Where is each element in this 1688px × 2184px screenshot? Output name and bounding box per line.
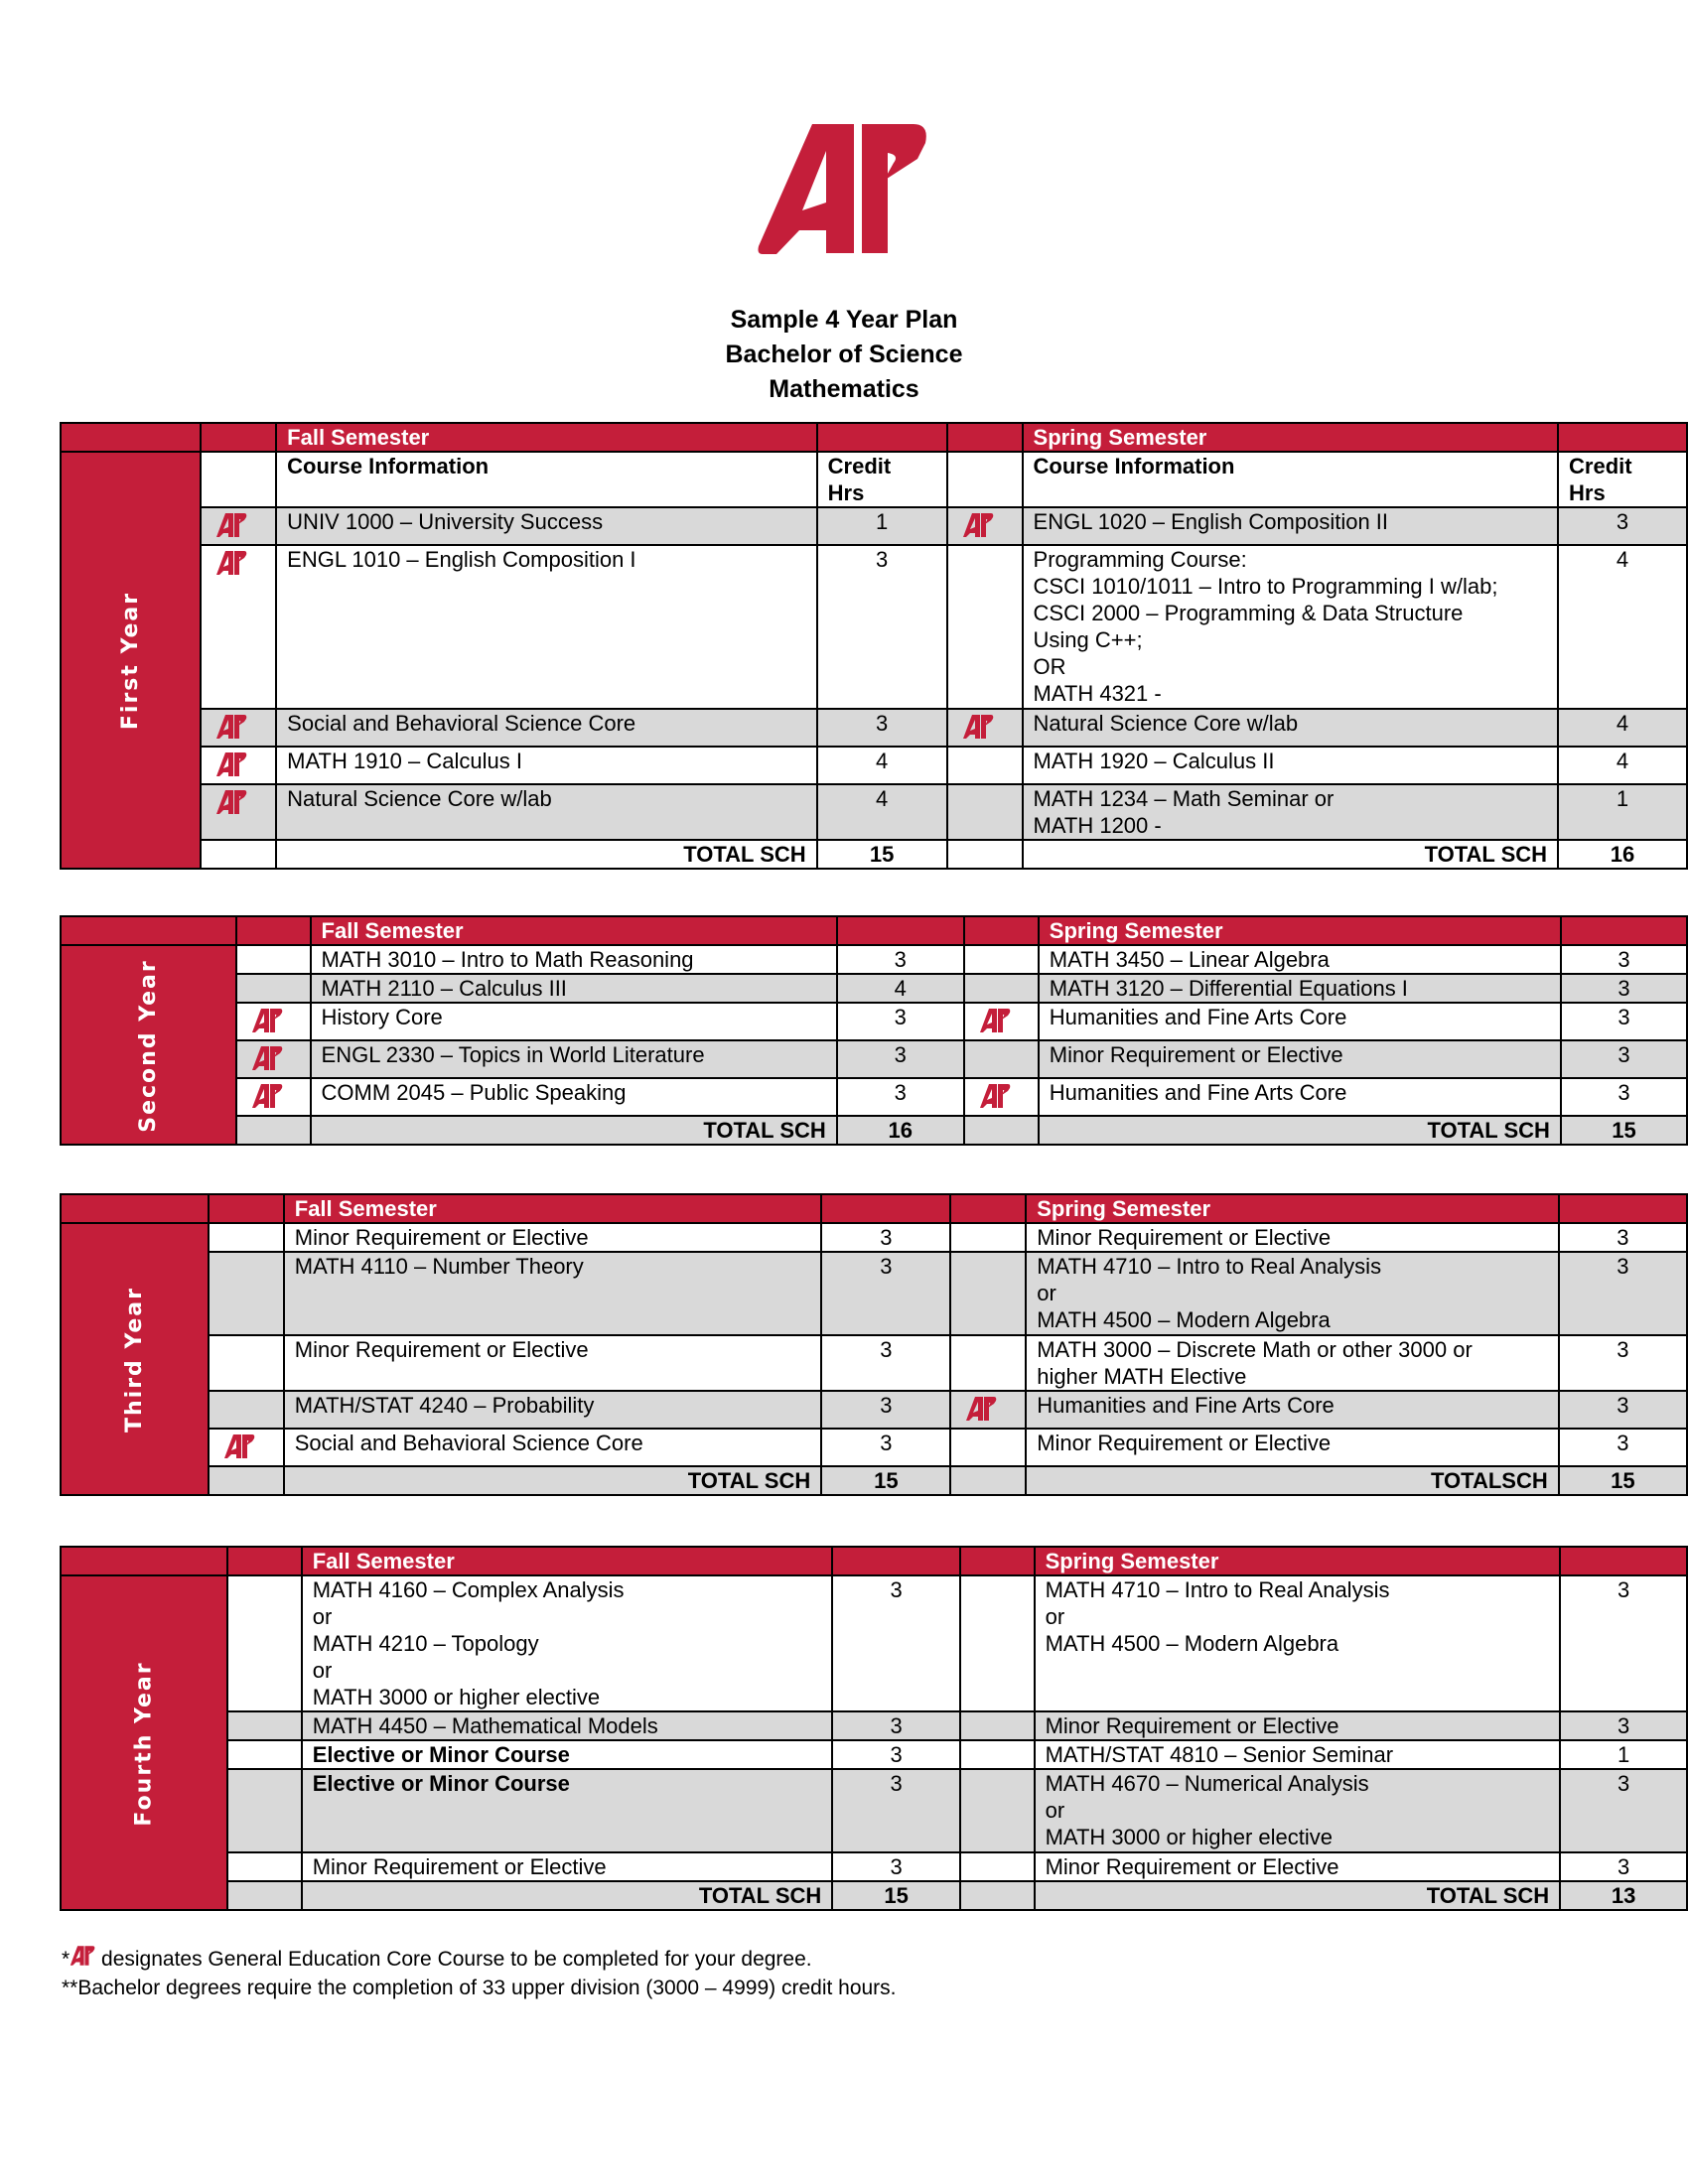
fall-credits: 4 <box>817 747 947 784</box>
course-row <box>61 1575 1687 1711</box>
column-header-row <box>61 452 1687 507</box>
fall-total-value: 15 <box>821 1466 950 1495</box>
spring-course <box>1035 1711 1561 1740</box>
fall-course <box>302 1740 833 1769</box>
document-title <box>0 303 1688 407</box>
spring-total-label: TOTAL SCH <box>1035 1881 1561 1910</box>
course-row <box>61 1335 1687 1391</box>
fall-course <box>276 747 816 784</box>
fall-course <box>302 1711 833 1740</box>
gen-ed-core-icon <box>962 512 994 538</box>
icon-cell <box>236 1116 311 1145</box>
fall-credits: 3 <box>821 1391 950 1429</box>
gen-ed-core-icon <box>962 714 994 740</box>
icon-cell <box>960 1740 1035 1769</box>
gen-ed-core-icon <box>215 714 247 740</box>
course-row <box>61 1391 1687 1429</box>
course-line: Humanities and Fine Arts Core <box>1037 1393 1335 1418</box>
icon-cell <box>227 1852 302 1881</box>
course-line: Minor Requirement or Elective <box>312 1854 607 1879</box>
spring-credits: 4 <box>1558 545 1687 709</box>
fall-credits: 3 <box>832 1769 960 1852</box>
spring-course <box>1035 1740 1561 1769</box>
course-row <box>61 747 1687 784</box>
icon-cell <box>201 840 276 869</box>
icon-cell <box>947 452 1023 507</box>
course-line: MATH 4321 - <box>1033 681 1162 706</box>
spring-course <box>1026 1223 1559 1252</box>
icon-cell <box>201 709 276 747</box>
spring-credits: 1 <box>1558 784 1687 840</box>
fall-course <box>302 1852 833 1881</box>
spring-course <box>1035 1575 1561 1711</box>
course-line: MATH 4450 – Mathematical Models <box>312 1713 658 1738</box>
course-row <box>61 1429 1687 1466</box>
icon-cell <box>947 709 1023 747</box>
gen-ed-core-icon <box>215 789 247 815</box>
fall-course <box>276 709 816 747</box>
fall-course <box>276 545 816 709</box>
icon-cell <box>950 1223 1026 1252</box>
course-line: MATH 3000 or higher elective <box>312 1685 601 1709</box>
semester-header-row <box>61 423 1687 452</box>
icon-cell <box>209 1466 284 1495</box>
course-line: MATH 4500 – Modern Algebra <box>1037 1307 1331 1332</box>
course-line: Minor Requirement or Elective <box>294 1225 589 1250</box>
icon-cell <box>947 747 1023 784</box>
semester-header-row <box>61 1194 1687 1223</box>
asterisk: * <box>62 1948 70 1971</box>
spring-credits: 4 <box>1558 709 1687 747</box>
fall-credits: 3 <box>832 1711 960 1740</box>
fall-course <box>276 507 816 545</box>
course-line: Minor Requirement or Elective <box>1049 1042 1343 1067</box>
spring-semester-header: Spring Semester <box>1023 423 1558 452</box>
icon-cell <box>236 974 311 1003</box>
header-icon-col <box>201 423 276 452</box>
gen-ed-core-icon <box>215 512 247 538</box>
spring-credit-header <box>1559 1194 1687 1223</box>
course-row <box>61 709 1687 747</box>
fall-total-label: TOTAL SCH <box>302 1881 833 1910</box>
header-icon-col <box>227 1547 302 1575</box>
course-line: MATH 2110 – Calculus III <box>321 976 567 1001</box>
icon-cell <box>947 840 1023 869</box>
credit-hrs-header: Credit Hrs <box>817 452 947 507</box>
course-row <box>61 1078 1687 1116</box>
spring-credit-header <box>1561 916 1687 945</box>
fall-credit-header <box>817 423 947 452</box>
gen-ed-core-icon <box>979 1083 1011 1109</box>
course-line: MATH 4670 – Numerical Analysis <box>1045 1771 1369 1796</box>
year-label: Fourth Year <box>61 1575 227 1910</box>
credit-hrs-header: Credit Hrs <box>1558 452 1687 507</box>
spring-course <box>1026 1391 1559 1429</box>
course-info-header: Course Information <box>276 452 816 507</box>
course-row <box>61 1252 1687 1335</box>
fall-credits: 3 <box>817 545 947 709</box>
header-icon-col <box>236 916 311 945</box>
spring-total-label: TOTALSCH <box>1026 1466 1559 1495</box>
title-line-2: Bachelor of Science <box>725 341 963 368</box>
course-line: COMM 2045 – Public Speaking <box>321 1080 627 1105</box>
course-row <box>61 1711 1687 1740</box>
course-line: MATH 3000 – Discrete Math or other 3000 or <box>1037 1337 1473 1362</box>
fall-course <box>284 1335 821 1391</box>
fall-credit-header <box>832 1547 960 1575</box>
icon-cell <box>201 452 276 507</box>
semester-header-row <box>61 1547 1687 1575</box>
course-line: OR <box>1033 654 1066 679</box>
icon-cell <box>960 1852 1035 1881</box>
spring-semester-header: Spring Semester <box>1035 1547 1561 1575</box>
gen-ed-core-icon <box>251 1083 283 1109</box>
fall-total-label: TOTAL SCH <box>284 1466 821 1495</box>
spring-course <box>1023 507 1558 545</box>
course-line: MATH 1234 – Math Seminar or <box>1033 786 1335 811</box>
icon-cell <box>950 1391 1026 1429</box>
course-line: Humanities and Fine Arts Core <box>1049 1080 1347 1105</box>
course-line: Minor Requirement or Elective <box>1037 1431 1332 1455</box>
course-line: MATH 3120 – Differential Equations I <box>1049 976 1408 1001</box>
header-corner <box>61 1194 209 1223</box>
fall-course <box>302 1575 833 1711</box>
icon-cell <box>960 1711 1035 1740</box>
spring-credits: 3 <box>1561 1040 1687 1078</box>
spring-total-value: 13 <box>1560 1881 1687 1910</box>
total-row <box>61 1881 1687 1910</box>
semester-header-row <box>61 916 1687 945</box>
course-line: MATH 3000 or higher elective <box>1045 1825 1333 1849</box>
icon-cell <box>201 784 276 840</box>
upper-division-footnote: **Bachelor degrees require the completion of 33 upper division (3000 – 4999) credit hours. <box>62 1977 897 1999</box>
core-course-icon <box>70 1944 95 1968</box>
fall-course <box>284 1391 821 1429</box>
icon-cell <box>227 1575 302 1711</box>
icon-cell <box>236 1003 311 1040</box>
spring-credits: 3 <box>1560 1769 1687 1852</box>
spring-credits: 1 <box>1560 1740 1687 1769</box>
fall-course <box>311 974 837 1003</box>
course-line: Social and Behavioral Science Core <box>294 1431 643 1455</box>
fall-credits: 3 <box>832 1852 960 1881</box>
course-line: Minor Requirement or Elective <box>1045 1713 1339 1738</box>
course-line: Elective or Minor Course <box>312 1742 570 1767</box>
course-row <box>61 1040 1687 1078</box>
course-line: Minor Requirement or Elective <box>294 1337 589 1362</box>
course-line: ENGL 1010 – English Composition I <box>287 547 636 572</box>
icon-cell <box>209 1252 284 1335</box>
fall-semester-header: Fall Semester <box>284 1194 821 1223</box>
icon-cell <box>236 945 311 974</box>
spring-course <box>1026 1335 1559 1391</box>
course-line: Minor Requirement or Elective <box>1037 1225 1332 1250</box>
spring-total-label: TOTAL SCH <box>1039 1116 1561 1145</box>
year-label: First Year <box>61 452 201 869</box>
course-row <box>61 1740 1687 1769</box>
year-label: Third Year <box>61 1223 209 1495</box>
fall-credits: 3 <box>837 1003 964 1040</box>
year-table <box>60 1193 1688 1496</box>
spring-credit-header <box>1558 423 1687 452</box>
course-row <box>61 1852 1687 1881</box>
fall-total-value: 16 <box>837 1116 964 1145</box>
spring-course <box>1023 784 1558 840</box>
spring-course <box>1023 545 1558 709</box>
fall-course <box>284 1223 821 1252</box>
header-corner <box>61 916 236 945</box>
year-table <box>60 1546 1688 1911</box>
gen-ed-core-icon <box>215 751 247 777</box>
course-line: MATH/STAT 4240 – Probability <box>294 1393 595 1418</box>
course-line: CSCI 2000 – Programming & Data Structure <box>1033 601 1464 625</box>
fall-course <box>284 1429 821 1466</box>
spring-credits: 4 <box>1558 747 1687 784</box>
gen-ed-core-icon <box>965 1396 997 1422</box>
icon-cell <box>201 545 276 709</box>
spring-course <box>1039 945 1561 974</box>
fall-credit-header <box>837 916 964 945</box>
core-footnote <box>62 1944 897 1974</box>
spring-credit-header <box>1560 1547 1687 1575</box>
course-line: MATH 4160 – Complex Analysis <box>312 1577 625 1602</box>
header-icon-col <box>947 423 1023 452</box>
footnotes <box>62 1944 897 2002</box>
header-icon-col <box>950 1194 1026 1223</box>
spring-course <box>1026 1252 1559 1335</box>
fall-total-value: 15 <box>832 1881 960 1910</box>
icon-cell <box>960 1575 1035 1711</box>
course-row <box>61 1769 1687 1852</box>
fall-credits: 3 <box>821 1223 950 1252</box>
spring-credits: 3 <box>1559 1429 1687 1466</box>
gen-ed-core-icon <box>223 1433 255 1459</box>
icon-cell <box>947 784 1023 840</box>
fall-semester-header: Fall Semester <box>302 1547 833 1575</box>
icon-cell <box>950 1466 1026 1495</box>
spring-course <box>1039 1078 1561 1116</box>
header-icon-col <box>964 916 1039 945</box>
spring-credits: 3 <box>1559 1391 1687 1429</box>
spring-credits: 3 <box>1561 1078 1687 1116</box>
course-line: or <box>312 1604 333 1629</box>
spring-credits: 3 <box>1559 1252 1687 1335</box>
icon-cell <box>960 1881 1035 1910</box>
icon-cell <box>964 1116 1039 1145</box>
course-row <box>61 1223 1687 1252</box>
header-icon-col <box>209 1194 284 1223</box>
icon-cell <box>964 945 1039 974</box>
course-line: Humanities and Fine Arts Core <box>1049 1005 1347 1029</box>
fall-semester-header: Fall Semester <box>276 423 816 452</box>
fall-credits: 3 <box>821 1252 950 1335</box>
title-line-1: Sample 4 Year Plan <box>730 306 958 334</box>
icon-cell <box>209 1223 284 1252</box>
spring-total-value: 16 <box>1558 840 1687 869</box>
spring-course <box>1035 1852 1561 1881</box>
course-info-header: Course Information <box>1023 452 1558 507</box>
course-line: MATH 4710 – Intro to Real Analysis <box>1045 1577 1390 1602</box>
course-row <box>61 945 1687 974</box>
fall-total-label: TOTAL SCH <box>311 1116 837 1145</box>
spring-credits: 3 <box>1559 1335 1687 1391</box>
total-row <box>61 1466 1687 1495</box>
icon-cell <box>227 1740 302 1769</box>
course-line: MATH 4710 – Intro to Real Analysis <box>1037 1254 1382 1279</box>
course-line: MATH 4210 – Topology <box>312 1631 539 1656</box>
icon-cell <box>236 1078 311 1116</box>
course-line: or <box>1045 1798 1065 1823</box>
title-line-3: Mathematics <box>769 375 919 403</box>
icon-cell <box>964 1040 1039 1078</box>
icon-cell <box>950 1252 1026 1335</box>
spring-semester-header: Spring Semester <box>1026 1194 1559 1223</box>
icon-cell <box>201 747 276 784</box>
icon-cell <box>964 1078 1039 1116</box>
icon-cell <box>236 1040 311 1078</box>
spring-course <box>1039 1003 1561 1040</box>
spring-total-value: 15 <box>1559 1466 1687 1495</box>
course-line: MATH/STAT 4810 – Senior Seminar <box>1045 1742 1394 1767</box>
spring-course <box>1039 974 1561 1003</box>
spring-credits: 3 <box>1558 507 1687 545</box>
course-line: Using C++; <box>1033 627 1143 652</box>
total-row <box>61 840 1687 869</box>
core-footnote-text: designates General Education Core Course to be completed for your degree. <box>95 1948 812 1971</box>
course-line: Elective or Minor Course <box>312 1771 570 1796</box>
fall-semester-header: Fall Semester <box>311 916 837 945</box>
course-line: UNIV 1000 – University Success <box>287 509 604 534</box>
spring-credits: 3 <box>1561 974 1687 1003</box>
fall-course <box>311 1003 837 1040</box>
year-table <box>60 422 1688 870</box>
icon-cell <box>209 1335 284 1391</box>
header-corner <box>61 1547 227 1575</box>
fall-course <box>276 784 816 840</box>
fall-course <box>311 1040 837 1078</box>
course-line: Social and Behavioral Science Core <box>287 711 636 736</box>
course-line: or <box>1037 1281 1056 1305</box>
fall-credits: 3 <box>837 1078 964 1116</box>
icon-cell <box>964 1003 1039 1040</box>
ap-logo-icon <box>755 119 933 258</box>
icon-cell <box>227 1711 302 1740</box>
icon-cell <box>950 1429 1026 1466</box>
icon-cell <box>201 507 276 545</box>
fall-course <box>302 1769 833 1852</box>
gen-ed-core-icon <box>215 550 247 576</box>
spring-course <box>1023 747 1558 784</box>
icon-cell <box>950 1335 1026 1391</box>
spring-course <box>1026 1429 1559 1466</box>
fall-credits: 1 <box>817 507 947 545</box>
course-line: Programming Course: <box>1033 547 1247 572</box>
fall-credits: 3 <box>817 709 947 747</box>
course-line: MATH 3010 – Intro to Math Reasoning <box>321 947 694 972</box>
icon-cell <box>227 1769 302 1852</box>
spring-course <box>1023 709 1558 747</box>
course-row <box>61 974 1687 1003</box>
spring-credits: 3 <box>1560 1711 1687 1740</box>
icon-cell <box>964 974 1039 1003</box>
course-line: MATH 1920 – Calculus II <box>1033 749 1275 773</box>
course-line: Minor Requirement or Elective <box>1045 1854 1339 1879</box>
icon-cell <box>209 1391 284 1429</box>
course-line: History Core <box>321 1005 443 1029</box>
fall-credit-header <box>821 1194 950 1223</box>
icon-cell <box>960 1769 1035 1852</box>
course-line: CSCI 1010/1011 – Intro to Programming I w/lab; <box>1033 574 1498 599</box>
icon-cell <box>209 1429 284 1466</box>
course-line: ENGL 1020 – English Composition II <box>1033 509 1389 534</box>
spring-course <box>1039 1040 1561 1078</box>
course-line: Natural Science Core w/lab <box>1033 711 1299 736</box>
icon-cell <box>227 1881 302 1910</box>
spring-total-label: TOTAL SCH <box>1023 840 1558 869</box>
header-icon-col <box>960 1547 1035 1575</box>
spring-total-value: 15 <box>1561 1116 1687 1145</box>
course-line: MATH 4110 – Number Theory <box>294 1254 584 1279</box>
course-line: Natural Science Core w/lab <box>287 786 552 811</box>
fall-course <box>311 1078 837 1116</box>
fall-credits: 3 <box>837 1040 964 1078</box>
course-line: higher MATH Elective <box>1037 1364 1247 1389</box>
spring-semester-header: Spring Semester <box>1039 916 1561 945</box>
gen-ed-core-icon <box>251 1008 283 1033</box>
course-line: MATH 1910 – Calculus I <box>287 749 522 773</box>
fall-credits: 3 <box>821 1429 950 1466</box>
spring-course <box>1035 1769 1561 1852</box>
university-logo <box>755 119 933 258</box>
course-row <box>61 545 1687 709</box>
fall-course <box>311 945 837 974</box>
icon-cell <box>947 545 1023 709</box>
fall-credits: 4 <box>837 974 964 1003</box>
course-line: or <box>1045 1604 1065 1629</box>
fall-total-value: 15 <box>817 840 947 869</box>
header-corner <box>61 423 201 452</box>
course-line: MATH 3450 – Linear Algebra <box>1049 947 1330 972</box>
fall-credits: 3 <box>832 1575 960 1711</box>
course-line: MATH 1200 - <box>1033 813 1162 838</box>
course-line: or <box>312 1658 333 1683</box>
icon-cell <box>947 507 1023 545</box>
fall-credits: 4 <box>817 784 947 840</box>
year-table <box>60 915 1688 1146</box>
gen-ed-core-icon <box>979 1008 1011 1033</box>
fall-total-label: TOTAL SCH <box>276 840 816 869</box>
spring-credits: 3 <box>1560 1575 1687 1711</box>
course-row <box>61 507 1687 545</box>
fall-credits: 3 <box>837 945 964 974</box>
total-row <box>61 1116 1687 1145</box>
fall-course <box>284 1252 821 1335</box>
course-line: MATH 4500 – Modern Algebra <box>1045 1631 1339 1656</box>
spring-credits: 3 <box>1560 1852 1687 1881</box>
gen-ed-core-icon <box>251 1045 283 1071</box>
spring-credits: 3 <box>1559 1223 1687 1252</box>
spring-credits: 3 <box>1561 1003 1687 1040</box>
course-row <box>61 1003 1687 1040</box>
fall-credits: 3 <box>832 1740 960 1769</box>
spring-credits: 3 <box>1561 945 1687 974</box>
year-label: Second Year <box>61 945 236 1145</box>
fall-credits: 3 <box>821 1335 950 1391</box>
course-line: ENGL 2330 – Topics in World Literature <box>321 1042 705 1067</box>
course-row <box>61 784 1687 840</box>
